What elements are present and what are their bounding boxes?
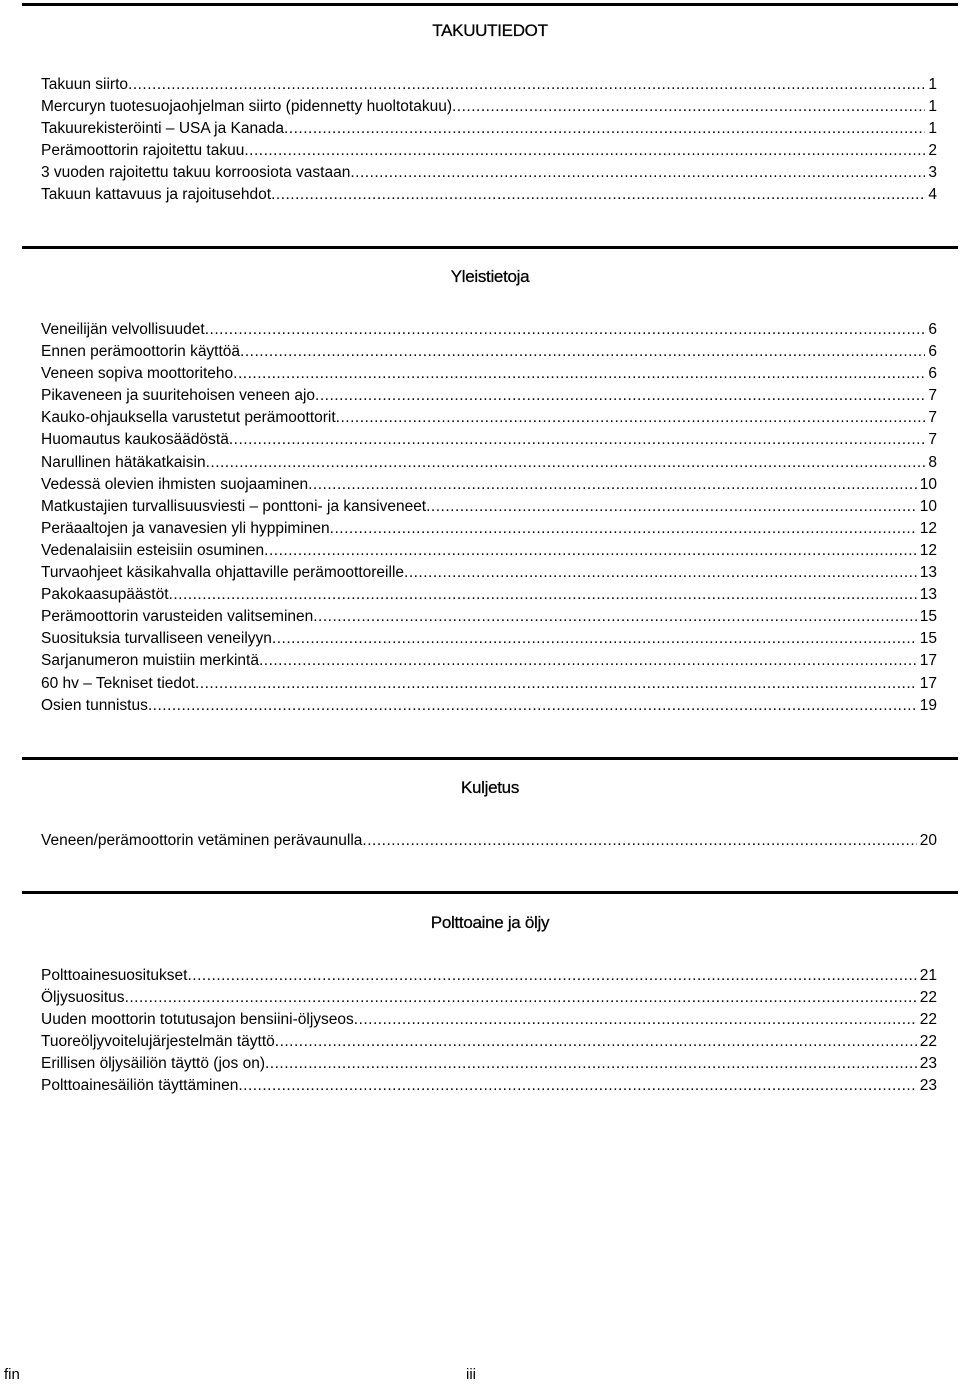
toc-entry[interactable]	[41, 496, 937, 518]
toc-entry-title: Uuden moottorin totutusajon bensiini-öljyseos	[41, 1011, 354, 1029]
toc-entry-title: Osien tunnistus	[41, 696, 148, 714]
toc-leader-dots	[330, 518, 917, 540]
toc-entry[interactable]	[41, 385, 937, 407]
toc-entry-page: 22	[919, 1033, 937, 1051]
toc-entry[interactable]	[41, 341, 937, 363]
toc-entry[interactable]	[41, 184, 937, 206]
toc-entry-page: 4	[928, 186, 937, 204]
toc-leader-dots	[275, 1031, 917, 1053]
toc-leader-dots	[125, 987, 917, 1009]
toc-leader-dots	[205, 319, 926, 341]
toc-entry-title: Matkustajien turvallisuusviesti – ponttoni- ja kansiveneet	[41, 497, 427, 515]
toc-leader-dots	[426, 496, 917, 518]
toc-entry-title: Sarjanumeron muistiin merkintä	[41, 652, 259, 670]
toc-entry-page: 7	[928, 431, 937, 449]
toc-entry[interactable]	[41, 1009, 937, 1031]
toc-entry-title: Pakokaasupäästöt	[41, 586, 169, 604]
toc-list	[41, 74, 937, 207]
toc-entry-title: Veneen sopiva moottoriteho	[41, 365, 234, 383]
toc-entry-page: 12	[919, 541, 937, 559]
toc-entry-title: Turvaohjeet käsikahvalla ohjattaville perämoottoreille	[41, 564, 405, 582]
toc-entry-page: 17	[919, 652, 937, 670]
toc-entry-page: 2	[928, 142, 937, 160]
toc-entry-title: Erillisen öljysäiliön täyttö (jos on)	[41, 1055, 265, 1073]
section-divider	[22, 246, 958, 249]
toc-entry-page: 6	[928, 343, 937, 361]
section-divider	[22, 757, 958, 760]
toc-leader-dots	[259, 650, 917, 672]
toc-leader-dots	[169, 584, 917, 606]
toc-entry[interactable]	[41, 650, 937, 672]
section-heading: Yleistietoja	[450, 267, 530, 286]
toc-entry-page: 6	[928, 365, 937, 383]
toc-entry-page: 17	[919, 674, 937, 692]
toc-entry-title: Tuoreöljyvoitelujärjestelmän täyttö	[41, 1033, 275, 1051]
toc-entry[interactable]	[41, 584, 937, 606]
toc-entry-page: 1	[928, 98, 937, 116]
toc-leader-dots	[195, 673, 917, 695]
toc-entry[interactable]	[41, 474, 937, 496]
toc-entry-page: 15	[919, 630, 937, 648]
toc-entry-page: 13	[919, 586, 937, 604]
toc-leader-dots	[271, 184, 925, 206]
toc-entry[interactable]	[41, 363, 937, 385]
toc-entry[interactable]	[41, 965, 937, 987]
toc-entry-page: 22	[919, 989, 937, 1007]
toc-entry-title: Vedessä olevien ihmisten suojaaminen	[41, 475, 309, 493]
toc-leader-dots	[206, 452, 926, 474]
toc-entry[interactable]	[41, 407, 937, 429]
toc-leader-dots	[308, 474, 917, 496]
toc-entry[interactable]	[41, 1075, 937, 1097]
toc-leader-dots	[128, 74, 925, 96]
toc-entry[interactable]	[41, 96, 937, 118]
toc-entry-page: 1	[928, 120, 937, 138]
toc-entry-title: Mercuryn tuotesuojaohjelman siirto (pidennetty huoltotakuu)	[41, 98, 452, 116]
toc-leader-dots	[404, 562, 917, 584]
toc-leader-dots	[313, 606, 917, 628]
section-heading: TAKUUTIEDOT	[432, 21, 548, 40]
toc-entry[interactable]	[41, 628, 937, 650]
toc-entry-title: Polttoainesuositukset	[41, 967, 188, 984]
toc-entry[interactable]	[41, 452, 937, 474]
toc-entry-page: 10	[919, 497, 937, 515]
toc-entry-title: Takuurekisteröinti – USA ja Kanada	[41, 120, 284, 138]
toc-entry-page: 7	[928, 387, 937, 405]
toc-entry-page: 15	[919, 608, 937, 626]
toc-entry[interactable]	[41, 429, 937, 451]
toc-entry[interactable]	[41, 319, 937, 341]
toc-entry-page: 21	[919, 967, 937, 984]
toc-entry[interactable]	[41, 1031, 937, 1053]
toc-entry-title: Suosituksia turvalliseen veneilyyn	[41, 630, 272, 648]
toc-entry-title: Peräaaltojen ja vanavesien yli hyppiminen	[41, 519, 330, 537]
toc-leader-dots	[264, 540, 917, 562]
toc-list	[41, 319, 937, 717]
toc-leader-dots	[238, 1075, 916, 1097]
toc-leader-dots	[233, 363, 925, 385]
toc-entry-title: Polttoainesäiliön täyttäminen	[41, 1077, 239, 1095]
toc-entry-page: 19	[919, 696, 937, 714]
toc-entry-title: Narullinen hätäkatkaisin	[41, 453, 206, 471]
toc-leader-dots	[229, 429, 926, 451]
toc-entry-title: Ennen perämoottorin käyttöä	[41, 343, 241, 361]
toc-entry-page: 13	[919, 564, 937, 582]
toc-entry-title: 3 vuoden rajoitettu takuu korroosiota vastaan	[41, 164, 351, 182]
section-divider	[22, 3, 958, 6]
toc-entry[interactable]	[41, 518, 937, 540]
toc-entry-page: 23	[919, 1077, 937, 1095]
toc-leader-dots	[187, 965, 916, 987]
toc-entry[interactable]	[41, 540, 937, 562]
toc-entry-title: Kauko-ohjauksella varustetut perämoottorit	[41, 409, 336, 427]
toc-entry-page: 3	[928, 164, 937, 182]
toc-entry-title: 60 hv – Tekniset tiedot	[41, 674, 195, 692]
toc-list	[41, 830, 937, 852]
toc-entry[interactable]	[41, 1053, 937, 1075]
toc-entry-page: 8	[928, 453, 937, 471]
toc-entry-title: Veneilijän velvollisuudet	[41, 321, 205, 338]
toc-entry-title: Perämoottorin varusteiden valitseminen	[41, 608, 314, 626]
toc-entry-page: 12	[919, 519, 937, 537]
toc-entry[interactable]	[41, 606, 937, 628]
toc-leader-dots	[354, 1009, 917, 1031]
toc-entry-title: Vedenalaisiin esteisiin osuminen	[41, 541, 265, 559]
toc-entry[interactable]	[41, 562, 937, 584]
toc-entry[interactable]	[41, 987, 937, 1009]
toc-entry-title: Huomautus kaukosäädöstä	[41, 431, 229, 449]
toc-entry-page: 6	[928, 321, 937, 338]
toc-entry-title: Veneen/perämoottorin vetäminen perävaunulla	[41, 832, 363, 849]
toc-leader-dots	[272, 628, 917, 650]
section-divider	[22, 891, 958, 894]
toc-entry[interactable]	[41, 74, 937, 96]
toc-entry-title: Öljysuositus	[41, 989, 125, 1007]
toc-leader-dots	[452, 96, 925, 118]
toc-leader-dots	[336, 407, 926, 429]
toc-entry-page: 22	[919, 1011, 937, 1029]
toc-entry-page: 20	[919, 832, 937, 849]
toc-entry-page: 1	[928, 76, 937, 93]
toc-list	[41, 965, 937, 1098]
toc-leader-dots	[362, 830, 916, 852]
toc-leader-dots	[284, 118, 925, 140]
toc-entry-page: 7	[928, 409, 937, 427]
toc-leader-dots	[244, 140, 925, 162]
section-heading: Polttoaine ja öljy	[430, 913, 550, 932]
toc-leader-dots	[265, 1053, 917, 1075]
toc-entry-page: 10	[919, 475, 937, 493]
toc-entry[interactable]	[41, 140, 937, 162]
toc-leader-dots	[315, 385, 925, 407]
footer-page-number: iii	[466, 1366, 476, 1383]
toc-leader-dots	[350, 162, 925, 184]
toc-entry[interactable]	[41, 695, 937, 717]
toc-entry-page: 23	[919, 1055, 937, 1073]
toc-entry[interactable]	[41, 830, 937, 852]
toc-entry-title: Takuun kattavuus ja rajoitusehdot	[41, 186, 272, 204]
toc-entry[interactable]	[41, 673, 937, 695]
toc-leader-dots	[148, 695, 917, 717]
toc-entry-title: Takuun siirto	[41, 76, 129, 93]
toc-entry[interactable]	[41, 162, 937, 184]
toc-leader-dots	[240, 341, 925, 363]
section-heading: Kuljetus	[460, 778, 520, 797]
toc-entry-title: Pikaveneen ja suuritehoisen veneen ajo	[41, 387, 316, 405]
footer-language: fin	[4, 1366, 20, 1383]
toc-entry-title: Perämoottorin rajoitettu takuu	[41, 142, 245, 160]
toc-entry[interactable]	[41, 118, 937, 140]
